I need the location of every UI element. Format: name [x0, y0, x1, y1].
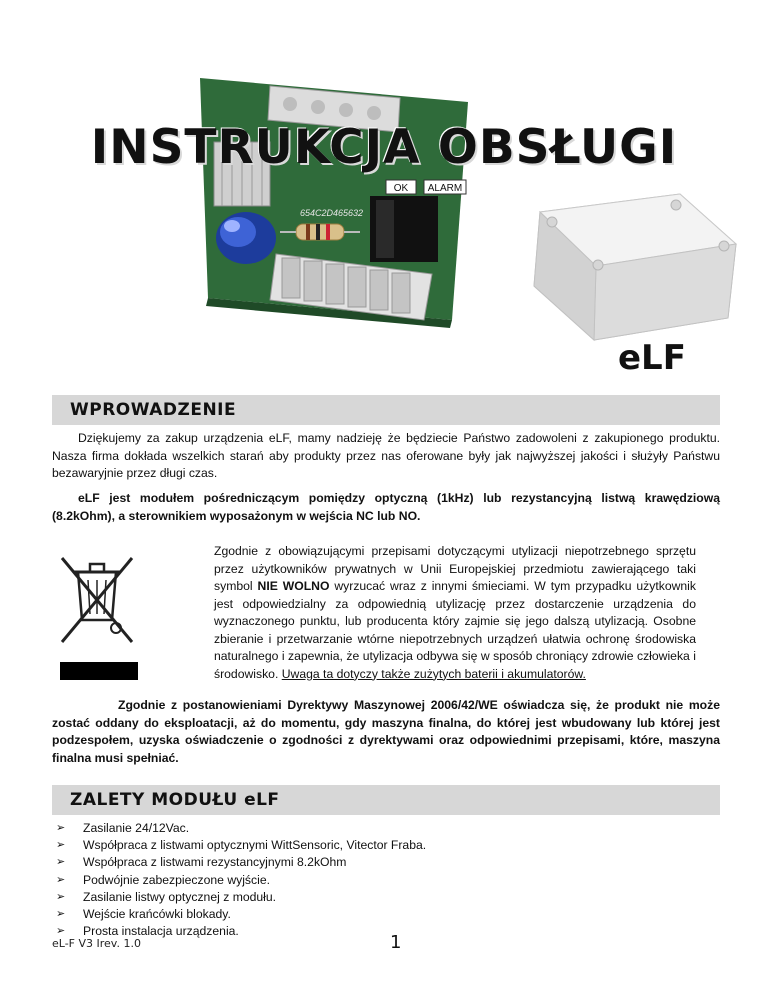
list-item	[56, 889, 426, 906]
arrow-bullet-icon: ➢	[56, 908, 66, 921]
list-item	[56, 837, 426, 854]
board-alarm-label: ALARM	[427, 183, 463, 194]
enclosure-box-image	[534, 194, 736, 340]
feature-text: Współpraca z listwami rezystancyjnymi 8.2kOhm	[83, 855, 347, 870]
footer-version: eL-F V3 Irev. 1.0	[52, 937, 141, 950]
feature-text: Wejście krańcówki blokady.	[83, 907, 231, 922]
weee-text-underline: Uwaga ta dotyczy także zużytych baterii i akumulatorów.	[281, 666, 586, 681]
list-item	[56, 872, 426, 889]
section-header-intro	[52, 395, 720, 425]
weee-text-part2: wyrzucać wraz z innymi śmieciami. W tym przypadku użytkownik jest odpowiedzialny za odpowiednią utylizację przez dostarczenie urządzenia do wyznaczonego punktu, lub producenta który zajmie się jego dalszą utylizacją. Osobne zbieranie i przetwarzanie wtórne niepotrzebnych urządzeń ułatwia ochronę środowiska naturalnego i zapewnia, że utylizacja odbywa się w sposób chroniący zdrowie człowieka i środowisko.	[214, 579, 696, 681]
list-item	[56, 906, 426, 923]
section-header-features	[52, 785, 720, 815]
weee-notice-paragraph	[214, 543, 696, 683]
feature-text: Współpraca z listwami optycznymi WittSensoric, Vitector Fraba.	[83, 838, 427, 853]
arrow-bullet-icon: ➢	[56, 822, 66, 834]
product-illustration	[0, 0, 768, 390]
list-item	[56, 820, 426, 837]
weee-crossed-bin-icon	[58, 550, 140, 682]
feature-text: Podwójnie zabezpieczone wyjście.	[83, 872, 270, 887]
arrow-bullet-icon: ➢	[56, 890, 66, 903]
section-heading-features: ZALETY MODUŁU eLF	[70, 790, 280, 810]
features-list	[56, 820, 426, 940]
arrow-bullet-icon: ➢	[56, 856, 66, 869]
board-chip-label: 654C2D465632	[300, 208, 364, 218]
arrow-bullet-icon: ➢	[56, 839, 66, 852]
feature-text: Prosta instalacja urządzenia.	[83, 924, 239, 939]
section-heading-intro: WPROWADZENIE	[70, 400, 237, 420]
board-ok-label: OK	[393, 183, 409, 194]
intro-paragraph: Dziękujemy za zakup urządzenia eLF, mamy nadzieję że będziecie Państwo zadowoleni z zakupionego produktu. Nasza firma dokłada wszelkich starań aby produkty przez nas oferowane były jak najwyższej jakości i służyły Państwu bezawaryjnie przez długi czas.	[52, 431, 720, 480]
pcb-board-image	[200, 78, 468, 328]
product-name: eLF	[618, 338, 686, 378]
weee-text-part1: Zgodnie z obowiązującymi przepisami dotyczącymi utylizacji niepotrzebnego sprzętu przez użytkowników prywatnych w Unii Europejskiej przedmiotu zawierającego taki symbol	[214, 544, 696, 593]
list-item	[56, 854, 426, 871]
arrow-bullet-icon: ➢	[56, 873, 66, 886]
weee-text-bold: NIE WOLNO	[257, 579, 330, 593]
feature-text: Zasilanie 24/12Vac.	[83, 821, 190, 835]
intro-bold-paragraph: eLF jest modułem pośredniczącym pomiędzy optyczną (1kHz) lub rezystancyjną listwą krawędziową (8.2kOhm), a sterownikiem wyposażonym w wejścia NC lub NO.	[52, 491, 720, 523]
directive-paragraph: Zgodnie z postanowieniami Dyrektywy Maszynowej 2006/42/WE oświadcza się, że produkt nie może zostać oddany do eksploatacji, aż do momentu, gdy maszyna finalna, do której jest wbudowany lub której jest podzespołem, uzyska oświadczenie o zgodności z dyrektywami oraz odpowiednimi przepisami, które, maszyna finalna musi spełniać.	[52, 698, 720, 765]
feature-text: Zasilanie listwy optycznej z modułu.	[83, 889, 277, 904]
arrow-bullet-icon: ➢	[56, 925, 66, 938]
document-title: INSTRUKCJA OBSŁUGI	[90, 120, 678, 175]
page-number: 1	[390, 932, 402, 953]
